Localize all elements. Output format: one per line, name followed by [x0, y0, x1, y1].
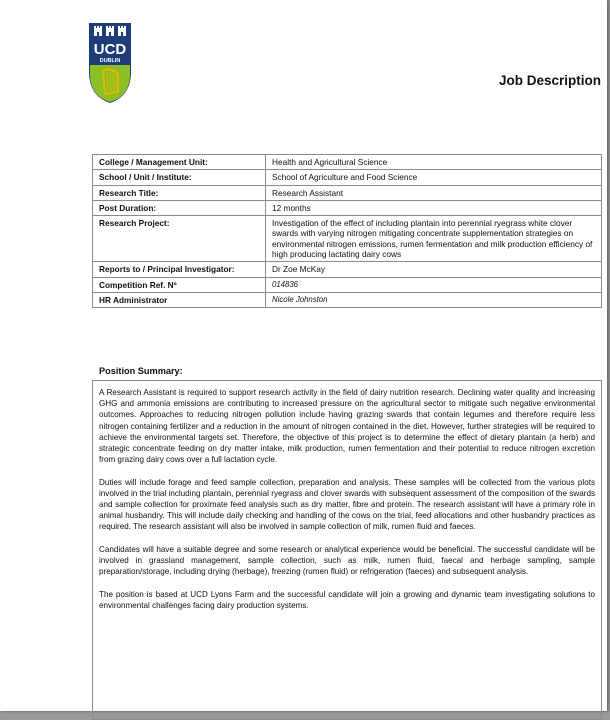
detail-value: Dr Zoe McKay	[266, 262, 602, 277]
logo-dublin-text: DUBLIN	[99, 58, 121, 64]
detail-label: Reports to / Principal Investigator:	[93, 262, 266, 277]
detail-label: HR Administrator	[93, 292, 266, 307]
detail-value: Research Assistant	[266, 185, 602, 200]
table-row	[93, 292, 602, 307]
detail-label: Post Duration:	[93, 200, 266, 215]
table-row	[93, 262, 602, 277]
job-details-table	[92, 154, 602, 308]
job-description-title: Job Description	[499, 73, 602, 88]
table-row	[93, 277, 602, 292]
detail-label: School / Unit / Institute:	[93, 170, 266, 185]
summary-paragraph: Candidates will have a suitable degree and some research or analytical experience would be beneficial. The successful candidate will be involved in grassland management, sample collection, such as milk, rumen fluid, faecal and herbage sampling, sample preparation/storage, including drying (herbage), freezing (rumen fluid) or refrigeration (faeces) and subsequent analysis.	[99, 544, 595, 577]
detail-value: Investigation of the effect of including plantain into perennial ryegrass white clover swards with varying nitrogen mitigating concentrate supplementation strategies on environmental nitrogen emissions, rumen fermentation and milk production efficiency of high producing lactating dairy cows	[266, 216, 602, 262]
table-row	[93, 170, 602, 185]
ucd-logo	[88, 22, 132, 104]
detail-value: 12 months	[266, 200, 602, 215]
summary-paragraph: A Research Assistant is required to support research activity in the field of dairy nutrition research. Declining water quality and increasing GHG and ammonia emissions are contributing to increased pressure on the agricultural sector to mitigate such negative environmental outcomes. Approaches to reducing nitrogen pollution include having grazing swards that contain legumes and therefore require less nitrogen containing fertilizer and a reduction in the amount of nitrogen contained in the diet. However, further strategies will be required to achieve the environmental targets set. Therefore, the objective of this project is to determine the effect of dietary plantain (a herb) and strategic concentrate feeding on dry matter intake, milk production, rumen fermentation and their potential to reduce nitrogen excretion from grazing dairy cows over a full lactation cycle.	[99, 388, 595, 465]
logo-ucd-text: UCD	[93, 41, 127, 58]
summary-paragraph: Duties will include forage and feed sample collection, preparation and analysis. These samples will be collected from the various plots involved in the trial including plantain, perennial ryegrass and clover swards with subsequent assessment of the composition of the swards and sample collection for proximate feed analysis such as dry matter, fibre and protein. The research assistant will have a primary role in animal husbandry. This will include daily checking and handling of the cows on the trial, feed allocations and other husbandry practices as required. The research assistant will also be involved in sample collection of milk, rumen fluid and faeces.	[99, 477, 595, 532]
position-summary-heading: Position Summary:	[99, 366, 183, 376]
table-row	[93, 216, 602, 262]
table-row	[93, 200, 602, 215]
table-row	[93, 155, 602, 170]
detail-value: Nicole Johnston	[266, 292, 602, 307]
detail-label: College / Management Unit:	[93, 155, 266, 170]
detail-label: Research Project:	[93, 216, 266, 262]
table-row	[93, 185, 602, 200]
detail-value: School of Agriculture and Food Science	[266, 170, 602, 185]
summary-paragraph: The position is based at UCD Lyons Farm and the successful candidate will join a growing and dynamic team investigating solutions to environmental challenges facing dairy production systems.	[99, 589, 595, 610]
detail-value: 014836	[266, 277, 602, 292]
detail-label: Research Title:	[93, 185, 266, 200]
detail-value: Health and Agricultural Science	[266, 155, 602, 170]
detail-label: Competition Ref. Nº	[93, 277, 266, 292]
position-summary-box	[92, 380, 602, 720]
